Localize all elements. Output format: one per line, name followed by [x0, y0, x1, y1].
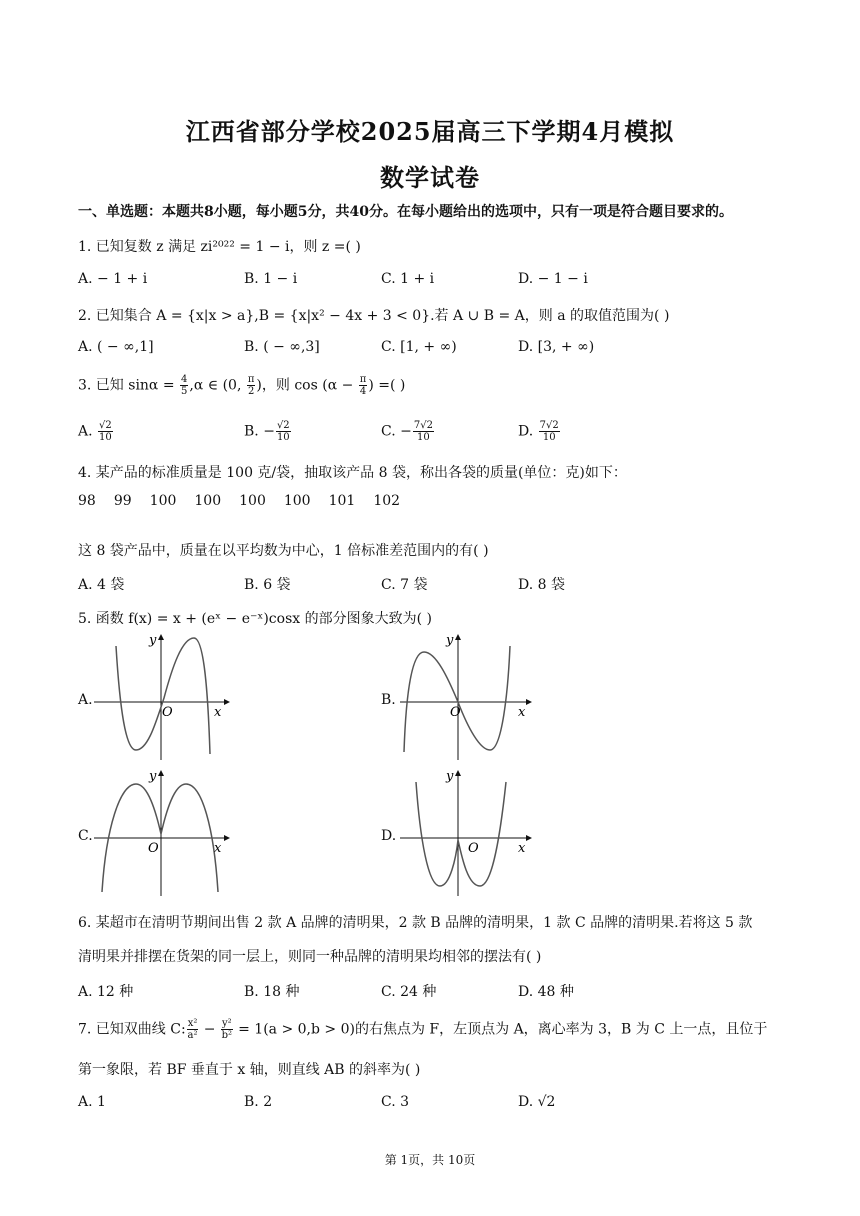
question-1-stem: 1. 已知复数 z 满足 zi²⁰²² = 1 − i，则 z =( )	[78, 239, 361, 255]
q3-frac-3-num: π	[359, 374, 367, 385]
question-1-option-c: C. 1 + i	[381, 271, 435, 287]
question-7-option-c: C. 3	[381, 1094, 410, 1110]
question-7-stem	[78, 1018, 767, 1041]
q7-frac-1-num: x²	[187, 1018, 198, 1029]
question-7-option-a: A. 1	[78, 1094, 106, 1110]
question-4-option-d: D. 8 袋	[518, 577, 565, 593]
x-axis-arrow	[526, 835, 532, 841]
y-axis-label: y	[149, 633, 157, 648]
q3-stem-mid2: )，则 cos (α −	[256, 377, 358, 394]
y-axis-arrow	[455, 770, 461, 776]
x-axis-label: x	[518, 705, 526, 720]
question-2-option-a: A. ( − ∞,1]	[78, 339, 154, 355]
question-1-option-a: A. − 1 + i	[78, 271, 148, 287]
question-5-option-a-label: A.	[78, 692, 93, 708]
question-2-option-d: D. [3, + ∞)	[518, 339, 595, 355]
q3-c-num: 7√2	[413, 420, 433, 431]
q3-frac-2	[247, 374, 256, 397]
q3-frac-3	[359, 374, 368, 397]
question-4-stem-2: 这 8 袋产品中，质量在以平均数为中心，1 倍标准差范围内的有( )	[78, 543, 489, 559]
question-2-stem: 2. 已知集合 A = {x|x > a},B = {x|x² − 4x + 3 < 0}.若 A ∪ B = A，则 a 的取值范围为( )	[78, 308, 670, 324]
question-4-option-b: B. 6 袋	[244, 577, 291, 593]
q3-frac-1	[180, 374, 188, 397]
graph-d	[396, 768, 536, 898]
x-axis-label: x	[214, 841, 222, 856]
y-axis-arrow	[455, 634, 461, 640]
question-6-stem-line-2: 清明果并排摆在货架的同一层上，则同一种品牌的清明果均相邻的摆法有( )	[78, 949, 542, 965]
graph-c	[94, 768, 234, 898]
question-1-option-d: D. − 1 − i	[518, 271, 588, 287]
q3-b-frac	[276, 420, 291, 443]
y-axis-arrow	[158, 634, 164, 640]
q7-frac-1	[187, 1018, 199, 1041]
q3-frac-1-den: 5	[181, 386, 188, 397]
q3-a-den: 10	[99, 432, 112, 443]
q7-frac-1-den: a²	[187, 1030, 198, 1041]
curve	[116, 638, 210, 754]
question-5-stem: 5. 函数 f(x) = x + (eˣ − e⁻ˣ)cosx 的部分图象大致为( )	[78, 611, 432, 627]
question-6-option-d: D. 48 种	[518, 984, 574, 1000]
q3-a-num: √2	[99, 420, 112, 431]
q7-frac-2-den: b²	[221, 1030, 233, 1041]
origin-label: O	[162, 705, 173, 720]
question-2-option-c: C. [1, + ∞)	[381, 339, 457, 355]
question-7-option-d: D. √2	[518, 1094, 556, 1110]
data-value: 100	[149, 493, 177, 509]
graph-a	[94, 632, 234, 762]
question-7-option-b: B. 2	[244, 1094, 273, 1110]
y-axis-label: y	[446, 769, 454, 784]
page-subtitle: 数学试卷	[380, 163, 480, 192]
page-footer: 第 1页，共 10页	[384, 1153, 476, 1167]
q7-frac-2-num: y²	[221, 1018, 232, 1029]
question-2-option-b: B. ( − ∞,3]	[244, 339, 320, 355]
curve	[416, 782, 506, 886]
question-3-option-b	[244, 420, 292, 443]
question-6-option-a: A. 12 种	[78, 984, 134, 1000]
question-4-data-row	[78, 493, 418, 509]
q3-d-den: 10	[542, 432, 556, 443]
q3-stem-mid: ,α ∈ (0,	[189, 377, 246, 394]
q3-frac-2-den: 2	[247, 386, 255, 397]
q7-stem-pre: 7. 已知双曲线 C:	[78, 1021, 186, 1038]
question-6-stem-line-1: 6. 某超市在清明节期间出售 2 款 A 品牌的清明果，2 款 B 品牌的清明果，1 款 C 品牌的清明果.若将这 5 款	[78, 915, 753, 931]
x-axis-label: x	[214, 705, 222, 720]
q3-c-den: 10	[417, 432, 430, 443]
q3-a-letter: A.	[78, 423, 98, 440]
data-value: 100	[194, 493, 222, 509]
q3-c-letter: C.	[381, 423, 401, 440]
question-5-option-c-label: C.	[78, 828, 93, 844]
question-6-option-b: B. 18 种	[244, 984, 300, 1000]
q3-frac-3-den: 4	[359, 386, 367, 397]
question-1-option-b: B. 1 − i	[244, 271, 298, 287]
x-axis-label: x	[518, 841, 526, 856]
origin-label: O	[468, 841, 479, 856]
q3-c-sign: −	[400, 423, 412, 440]
origin-label: O	[450, 705, 461, 720]
question-6-option-c: C. 24 种	[381, 984, 437, 1000]
question-3-option-c	[381, 420, 435, 443]
question-5-option-b-label: B.	[381, 692, 396, 708]
curve	[404, 646, 510, 752]
question-4-stem: 4. 某产品的标准质量是 100 克/袋，抽取该产品 8 袋，称出各袋的质量(单位：克)如下：	[78, 465, 627, 481]
data-value: 99	[113, 493, 132, 509]
question-7-stem-line-2: 第一象限，若 BF 垂直于 x 轴，则直线 AB 的斜率为( )	[78, 1062, 421, 1078]
q3-frac-1-num: 4	[181, 374, 188, 385]
q3-stem-pre: 3. 已知 sinα =	[78, 377, 180, 394]
data-value: 102	[373, 493, 401, 509]
q3-b-den: 10	[276, 432, 290, 443]
section-heading: 一、单选题：本题共8小题，每小题5分，共40分。在每小题给出的选项中，只有一项是符合题目要求的。	[78, 204, 733, 220]
data-value: 101	[328, 493, 356, 509]
y-axis-arrow	[158, 770, 164, 776]
q3-d-frac	[539, 420, 560, 443]
x-axis-arrow	[526, 699, 532, 705]
question-3-option-d	[518, 420, 561, 443]
q3-d-letter: D.	[518, 423, 538, 440]
q3-c-frac	[413, 420, 434, 443]
data-value: 98	[78, 493, 96, 509]
question-3-stem	[78, 374, 405, 397]
question-4-option-a: A. 4 袋	[78, 577, 125, 593]
q7-frac-2	[221, 1018, 233, 1041]
q3-b-letter: B.	[244, 423, 264, 440]
page-title: 江西省部分学校2025届高三下学期4月模拟	[185, 117, 675, 146]
question-3-option-a	[78, 420, 114, 443]
q3-a-frac	[98, 420, 113, 443]
origin-label: O	[148, 841, 159, 856]
q3-frac-2-num: π	[247, 374, 255, 385]
data-value: 100	[239, 493, 266, 509]
q3-b-num: √2	[276, 420, 290, 431]
q3-b-sign: −	[263, 423, 275, 440]
x-axis-arrow	[224, 699, 230, 705]
question-5-option-d-label: D.	[381, 828, 397, 844]
graph-b	[396, 632, 536, 762]
y-axis-label: y	[446, 633, 454, 648]
q3-d-num: 7√2	[539, 420, 559, 431]
q7-minus: −	[199, 1021, 220, 1038]
y-axis-label: y	[149, 769, 157, 784]
data-value: 100	[283, 493, 311, 509]
question-4-option-c: C. 7 袋	[381, 577, 428, 593]
q3-stem-post: ) =( )	[368, 377, 406, 394]
q7-stem-post: = 1(a > 0,b > 0)的右焦点为 F，左顶点为 A，离心率为 3，B 为 C 上一点，且位于	[233, 1021, 768, 1038]
x-axis-arrow	[224, 835, 230, 841]
